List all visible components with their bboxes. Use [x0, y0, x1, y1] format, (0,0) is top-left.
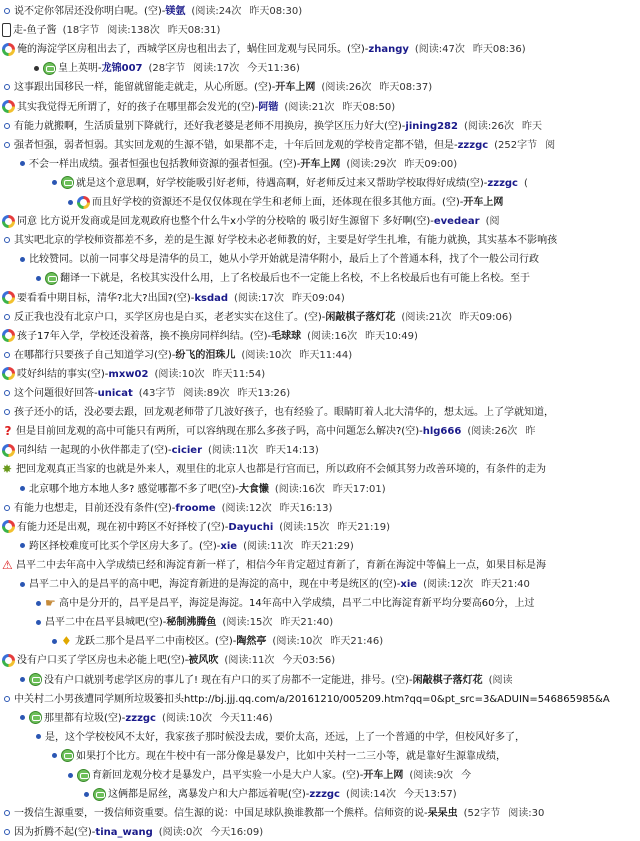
thread-row	[0, 327, 640, 346]
post-title-link[interactable]: 龙跃二那个是昌平二中南校区。(空)-	[75, 636, 237, 648]
post-time: 昨天13:26)	[237, 388, 291, 399]
ring-icon	[2, 291, 15, 304]
post-author[interactable]: hlg666	[422, 426, 462, 438]
post-title-link[interactable]: 那里都有垃圾(空)-	[44, 712, 126, 724]
bullet-icon	[4, 696, 10, 702]
post-author[interactable]: 毛球球	[271, 330, 302, 342]
post-meta	[494, 140, 563, 151]
post-meta	[423, 579, 538, 590]
thread-row	[0, 21, 640, 40]
ring-icon	[2, 329, 15, 342]
post-title-link[interactable]: 而且好学校的资源还不是仅仅体现在学生和老师上面，还体现在很多其他方面。(空)-	[92, 197, 464, 208]
post-title-link[interactable]: 就是这个意思啊，好学校能吸引好老师，待遇高啊，好老师反过来又帮助学校取得好成绩(空)-	[76, 177, 488, 189]
post-author[interactable]: xie	[220, 540, 238, 552]
post-time: 昨天09:06)	[459, 311, 513, 323]
post-meta	[464, 808, 553, 819]
post-title-link[interactable]: 有能力也想走，目前还没有条件(空)-	[14, 502, 176, 514]
thread-row	[0, 78, 640, 97]
post-author[interactable]: evedear	[433, 216, 480, 228]
post-time: 昨	[525, 426, 536, 438]
thread-row	[0, 671, 640, 690]
post-title-link[interactable]: 把回龙观真正当家的也就是外来人，观里住的北京人也都是行宫而已，所以政府不会倾其努力改善环境的，有条件的走为	[16, 464, 546, 476]
thread-row	[0, 250, 640, 269]
thread-row	[0, 40, 640, 59]
post-reads: (	[523, 177, 528, 189]
bullet-icon	[36, 734, 41, 739]
post-author[interactable]: 闲敲棋子落灯花	[412, 674, 483, 686]
thread-row	[0, 422, 640, 441]
thread-row	[0, 193, 640, 212]
post-author[interactable]: 开车上网	[363, 770, 404, 781]
thread-row	[0, 231, 640, 250]
bullet-icon	[52, 180, 57, 185]
thread-row	[0, 346, 640, 365]
bullet-icon	[4, 123, 10, 129]
post-title-link[interactable]: 育新回龙观分校才是暴发户，昌平实验一小是大户人家。(空)-	[92, 770, 364, 781]
bullet-icon	[20, 715, 25, 720]
post-title-link[interactable]: 中关村二小男孩遭同学厕所垃圾篓扣头http://bj.jjj.qq.com/a/20161210/005209.htm?qq=0&pt_src=3&ADUIN=546865985&A	[14, 693, 610, 705]
post-title-link[interactable]: 这个问题很好回答-	[14, 388, 98, 399]
ring-icon	[77, 196, 90, 209]
post-author[interactable]: 开车上网	[463, 197, 504, 208]
post-meta	[467, 426, 543, 437]
post-reads: 阅	[545, 139, 556, 151]
post-size: (52字节	[463, 808, 501, 820]
bullet-icon	[4, 390, 10, 396]
post-author[interactable]: xie	[400, 579, 418, 590]
post-title-link[interactable]: 比较赞同。以前一同事父母是清华的员工，她从小学开始就是清华附小，最后上了个普通本科，找了个一般公司行政	[29, 254, 539, 266]
bulb-icon: ♦	[61, 633, 72, 648]
hand-icon: ☛	[45, 595, 56, 610]
post-meta	[154, 369, 273, 380]
post-meta	[279, 522, 398, 533]
post-time: 昨天	[521, 120, 542, 132]
post-author[interactable]: 开车上网	[300, 158, 341, 170]
post-reads: (阅读:21次	[284, 101, 335, 113]
post-title-link[interactable]: 说不定你邻居还没你明白呢。(空)-	[14, 6, 166, 17]
post-title-link[interactable]: 同意 比方说开发商或是回龙观政府也整个什么牛x小学的分校啥的 吸引好生源留下 多好啊(空)-	[17, 216, 434, 228]
thread-row	[0, 308, 640, 327]
post-time: 昨天16:13)	[279, 502, 333, 514]
post-title-link[interactable]: 其实吧北京的学校师资都差不多，差的是生源 好学校未必老师教的好，主要是好学生扎堆，有能力就换，其实基本不影响孩	[14, 235, 558, 247]
post-reads: 阅读:138次	[107, 25, 160, 37]
post-time: 昨天11:44)	[299, 349, 353, 361]
post-title-link[interactable]: 这俩都是屌丝，离暴发户和大户都远着呢(空)-	[108, 789, 310, 801]
thread-row	[0, 384, 640, 403]
bullet-icon	[20, 582, 25, 587]
post-time: 今天03:56)	[282, 655, 336, 667]
post-time: 今天16:09)	[210, 827, 264, 839]
post-size: (28字节	[148, 63, 186, 75]
post-reads: (阅读	[488, 674, 513, 686]
post-author[interactable]: 秘制沸腾鱼	[166, 617, 217, 629]
thread-row	[0, 804, 640, 823]
post-reads: (阅读:14次	[345, 789, 396, 801]
post-meta	[415, 44, 534, 55]
post-reads: (阅读:10次	[154, 368, 205, 380]
star-icon: ✸	[2, 461, 13, 476]
thread-row	[0, 174, 640, 193]
post-title-link[interactable]: 因为折腾不起(空)-	[14, 827, 96, 839]
thread-row	[0, 212, 640, 231]
post-meta	[222, 617, 341, 628]
green-icon	[29, 711, 42, 724]
bullet-icon	[4, 352, 10, 358]
thread-row	[0, 59, 640, 78]
post-meta	[234, 293, 353, 304]
post-time: 昨天14:13)	[266, 445, 319, 457]
post-reads: (阅读:12次	[423, 579, 474, 590]
post-time: 今天13:57)	[403, 789, 457, 801]
thread-row	[0, 785, 640, 804]
thread-row	[0, 365, 640, 384]
post-meta	[489, 675, 521, 686]
post-time: 今天11:36)	[247, 63, 300, 75]
post-reads: (阅读:24次	[191, 6, 242, 17]
post-title-link[interactable]: 俺的海淀学区房租出去了，西城学区房也租出去了，蜗住回龙观与民同乐。(空)-	[17, 44, 369, 56]
thread-row	[0, 441, 640, 460]
post-author[interactable]: zzzgc	[125, 712, 156, 724]
post-reads: (阅读:26次	[463, 120, 514, 132]
bullet-icon	[20, 161, 25, 166]
post-reads: (阅读:0次	[158, 827, 203, 839]
post-title-link[interactable]: 走-鱼子酱	[13, 25, 57, 37]
post-time: 昨天09:00)	[404, 158, 458, 170]
post-reads: (阅读:10次	[241, 349, 292, 361]
bullet-icon	[84, 792, 89, 797]
thread-row	[0, 98, 640, 117]
post-reads: (阅读:17次	[234, 292, 285, 304]
post-meta	[307, 331, 426, 342]
post-reads: 阅读:17次	[193, 63, 240, 75]
thread-row	[0, 460, 640, 479]
post-meta	[139, 388, 298, 399]
post-author[interactable]: Dayuchi	[228, 521, 274, 533]
post-title-link[interactable]: 要看看中期目标，清华?北大?出国?(空)-	[17, 292, 195, 304]
post-meta	[241, 350, 360, 361]
post-author[interactable]: 纷飞的泪珠儿	[175, 349, 236, 361]
post-author[interactable]: 镁氩	[165, 6, 186, 17]
post-reads: 阅读:30	[508, 808, 545, 820]
thread-row	[0, 155, 640, 174]
green-icon	[61, 749, 74, 762]
post-title-link[interactable]: 其实我觉得无所谓了，好的孩子在哪里都会发光的(空)-	[17, 101, 259, 113]
post-author[interactable]: 陶然亭	[236, 636, 267, 648]
post-author[interactable]: zzzgc	[457, 139, 489, 151]
green-icon	[29, 673, 42, 686]
post-meta	[346, 159, 465, 170]
post-author[interactable]: unicat	[97, 388, 133, 399]
post-author[interactable]: 开车上网	[275, 82, 316, 94]
bullet-icon	[4, 237, 10, 243]
bullet-icon	[20, 257, 25, 262]
post-size: (43字节	[138, 388, 176, 399]
thread-row	[0, 537, 640, 556]
post-author[interactable]: 呆呆虫	[427, 808, 458, 820]
post-author[interactable]: 闲敲棋子落灯花	[325, 311, 396, 323]
post-title-link[interactable]: 昌平二中在昌平县城吧(空)-	[45, 617, 167, 629]
bullet-icon	[36, 276, 41, 281]
post-title-link[interactable]: 北京哪个地方本地人多? 感觉哪都不多了吧(空)-	[29, 483, 239, 495]
thread-row	[0, 480, 640, 499]
post-title-link[interactable]: 没有户口买了学区房也未必能上吧(空)-	[17, 655, 189, 667]
post-size: (252字节	[494, 139, 538, 151]
bullet-icon	[20, 677, 25, 682]
thread-row	[0, 766, 640, 785]
post-reads: (阅读:10次	[272, 636, 323, 648]
post-author[interactable]: froome	[175, 502, 216, 514]
green-icon	[61, 176, 74, 189]
post-title-link[interactable]: 不会一样出成绩。强者恒强也包括教师资源的强者恒强。(空)-	[29, 158, 301, 170]
post-meta	[321, 82, 440, 93]
bullet-icon	[4, 84, 10, 90]
post-meta	[524, 178, 536, 189]
post-reads: (阅读:15次	[222, 617, 273, 629]
post-meta	[63, 25, 229, 36]
post-reads: (阅读:21次	[401, 311, 452, 323]
bullet-icon	[36, 601, 41, 606]
post-title-link[interactable]: 这事跟出国移民一样，能留就留能走就走，从心所愿。(空)-	[14, 82, 276, 94]
post-time: 昨天21:40)	[280, 617, 334, 629]
post-title-link[interactable]: 昌平二中去年高中入学成绩已经和海淀育新一样了，相信今年肯定超过育新了，育新在海淀中等偏上一点，如果目标是海	[16, 559, 546, 571]
post-author[interactable]: zzzgc	[487, 177, 518, 189]
post-meta	[346, 789, 465, 800]
thread-row	[0, 709, 640, 728]
thread-row	[0, 2, 640, 21]
post-title-link[interactable]: 如果打个比方。现在牛校中有一部分像是暴发户，比如中关村一二三小等，就是靠好生源靠成绩，	[76, 750, 506, 762]
post-reads: (阅读:9次	[409, 770, 454, 781]
bullet-icon	[68, 200, 73, 205]
post-reads: 阅读:89次	[183, 388, 230, 399]
post-author[interactable]: 大食懒	[238, 483, 269, 495]
post-title-link[interactable]: 有能力就搬啊，生活质量别下降就行，还好我老婆是老师不用换房，换学区压力好大(空)-	[14, 120, 406, 132]
bullet-icon	[4, 142, 10, 148]
post-title-link[interactable]: 是，这个学校校风不太好，我家孩子那时候没去成，要价太高，还远，上了一个普通的中学，但校风好多了，	[45, 731, 525, 743]
post-reads: (阅读:11次	[208, 445, 259, 457]
bullet-icon	[34, 66, 39, 71]
post-reads: (阅读:29次	[346, 158, 397, 170]
post-meta	[401, 312, 520, 323]
ring-icon	[2, 215, 15, 228]
bullet-icon	[20, 543, 25, 548]
ring-icon	[2, 654, 15, 667]
green-icon	[43, 62, 56, 75]
thread-row	[0, 136, 640, 155]
thread-row	[0, 518, 640, 537]
post-time: 昨天08:31)	[167, 25, 221, 37]
bullet-icon	[52, 753, 57, 758]
thread-row	[0, 403, 640, 422]
thread-row	[0, 690, 640, 709]
thread-row	[0, 499, 640, 518]
post-title-link[interactable]: 强者恒强，弱者恒弱。其实回龙观的生源不错，如果都不走，十年后回龙观的学校肯定都不错，但是-	[14, 139, 458, 151]
post-reads: (阅读:10次	[161, 712, 212, 724]
ring-icon	[2, 43, 15, 56]
post-size: (18字节	[62, 25, 100, 37]
thread-row	[0, 269, 640, 288]
bullet-icon	[4, 409, 10, 415]
post-title-link[interactable]: 高中是分开的，昌平是昌平，海淀是海淀。14年高中入学成绩，昌平二中比海淀育新平均分要高60分，上过	[59, 598, 535, 610]
post-title-link[interactable]: 反正我也没有北京户口，买学区房也是白买，老老实实在这住了。(空)-	[14, 311, 326, 323]
bullet-icon	[4, 505, 10, 511]
thread-row	[0, 594, 640, 613]
post-meta	[486, 216, 508, 227]
bullet-icon	[4, 829, 10, 835]
green-icon	[77, 769, 90, 782]
post-time: 昨天21:19)	[337, 521, 391, 533]
post-meta	[272, 636, 391, 647]
post-time: 昨天21:46)	[330, 636, 384, 648]
post-author[interactable]: zhangy	[368, 44, 409, 56]
question-icon: ?	[4, 424, 12, 439]
post-time: 昨天08:37)	[379, 82, 433, 94]
thread-row	[0, 575, 640, 594]
post-title-link[interactable]: 一拨信生源重要，一拨信师资重要。信生源的说：中国足球队换谁教都一个熊样。信师资的说-	[14, 808, 428, 820]
post-time: 昨天08:36)	[472, 44, 526, 56]
post-reads: (阅读:11次	[243, 540, 294, 552]
post-title-link[interactable]: 孩子还小的话，没必要去跟，回龙观老师带了几波好孩子，也有经验了。眼睛盯着人北大清华的，想太远。上了学就知道，	[14, 407, 554, 419]
post-reads: (阅读:16次	[274, 483, 325, 495]
post-title-link[interactable]: 皇上英明-	[58, 63, 102, 75]
thread-row	[0, 117, 640, 136]
post-title-link[interactable]: 哎好纠结的事实(空)-	[17, 368, 109, 380]
post-title-link[interactable]: 有能力还是出观，现在初中跨区不好择校了(空)-	[17, 521, 229, 533]
post-time: 昨天08:50)	[342, 101, 396, 113]
post-meta	[222, 503, 341, 514]
post-time: 昨天17:01)	[332, 483, 386, 495]
post-title-link[interactable]: 没有户口就别考虑学区房的事儿了! 现在有户口的买了房都不一定能进，排号。(空)-	[44, 674, 413, 686]
green-icon	[93, 788, 106, 801]
thread-row	[0, 556, 640, 575]
post-title-link[interactable]: 孩子17年入学，学校还没着落，换不换房同样纠结。(空)-	[17, 330, 272, 342]
post-author[interactable]: jining282	[405, 120, 458, 132]
bullet-icon	[20, 486, 25, 491]
thread-row	[0, 823, 640, 841]
post-author[interactable]: 龙锦007	[101, 63, 143, 75]
post-author[interactable]: mxw02	[108, 368, 149, 380]
bullet-icon	[4, 314, 10, 320]
warn-icon: ⚠	[2, 557, 13, 572]
post-meta	[284, 102, 403, 113]
phone-icon	[2, 23, 11, 37]
post-reads: (阅读:11次	[224, 655, 275, 667]
thread-row	[0, 728, 640, 747]
post-time: 昨天21:29)	[301, 540, 354, 552]
post-title-link[interactable]: 翻译一下就是，名校其实没什么用，上了名校最后也不一定能上名校，不上名校最后也有可能上名校。至于	[60, 273, 530, 285]
bullet-icon	[52, 639, 57, 644]
post-meta	[464, 121, 550, 132]
post-reads: (阅	[485, 216, 500, 228]
post-author[interactable]: 被风吹	[188, 655, 219, 667]
post-author[interactable]: cicier	[171, 445, 203, 457]
bullet-icon	[68, 773, 73, 778]
ring-icon	[2, 100, 15, 113]
post-title-link[interactable]: 昌平二中入的是昌平的高中吧，海淀育新进的是海淀的高中，现在中考是统区的(空)-	[29, 579, 401, 590]
post-meta	[208, 445, 327, 456]
post-author[interactable]: ksdad	[194, 292, 229, 304]
post-time: 昨天09:04)	[292, 292, 345, 304]
post-author[interactable]: zzzgc	[309, 789, 340, 801]
post-meta	[275, 484, 394, 495]
post-meta	[148, 63, 307, 74]
post-time: 昨天11:54)	[212, 368, 266, 380]
post-reads: (阅读:26次	[321, 82, 372, 94]
ring-icon	[2, 520, 15, 533]
post-meta	[191, 6, 310, 17]
thread-row	[0, 747, 640, 766]
post-time: 昨天10:49)	[365, 330, 418, 342]
post-meta	[409, 770, 479, 781]
thread-row	[0, 651, 640, 670]
post-meta	[162, 713, 281, 724]
post-time: 昨天21:40	[481, 579, 530, 590]
post-reads: (阅读:12次	[221, 502, 272, 514]
post-meta	[159, 827, 271, 838]
green-icon	[45, 272, 58, 285]
post-author[interactable]: 阿锴	[258, 101, 279, 113]
post-meta	[224, 655, 343, 666]
post-title-link[interactable]: 跨区择校难度可比买个学区房大多了。(空)-	[29, 540, 221, 552]
post-title-link[interactable]: 在哪都行只要孩子自己知道学习(空)-	[14, 349, 176, 361]
post-time: 今天11:46)	[219, 712, 273, 724]
post-reads: (阅读:26次	[467, 426, 518, 438]
ring-icon	[2, 444, 15, 457]
thread-row	[0, 632, 640, 651]
post-reads: (阅读:15次	[279, 521, 330, 533]
ring-icon	[2, 367, 15, 380]
post-reads: (阅读:47次	[414, 44, 465, 56]
bullet-icon	[36, 620, 41, 625]
post-reads: (阅读:16次	[307, 330, 358, 342]
bullet-icon	[4, 8, 10, 14]
post-meta	[243, 541, 362, 552]
post-title-link[interactable]: 同纠结 一起现的小伙伴都走了(空)-	[17, 445, 172, 457]
post-author[interactable]: tina_wang	[95, 827, 153, 839]
post-time: 昨天08:30)	[249, 6, 303, 17]
thread-row	[0, 289, 640, 308]
post-time: 今	[461, 770, 472, 781]
bullet-icon	[4, 810, 10, 816]
post-title-link[interactable]: 但是目前回龙观的高中可能只有两所，可以容纳现在那么多孩子吗，高中问题怎么解决?(空)-	[16, 426, 423, 438]
thread-row	[0, 613, 640, 632]
